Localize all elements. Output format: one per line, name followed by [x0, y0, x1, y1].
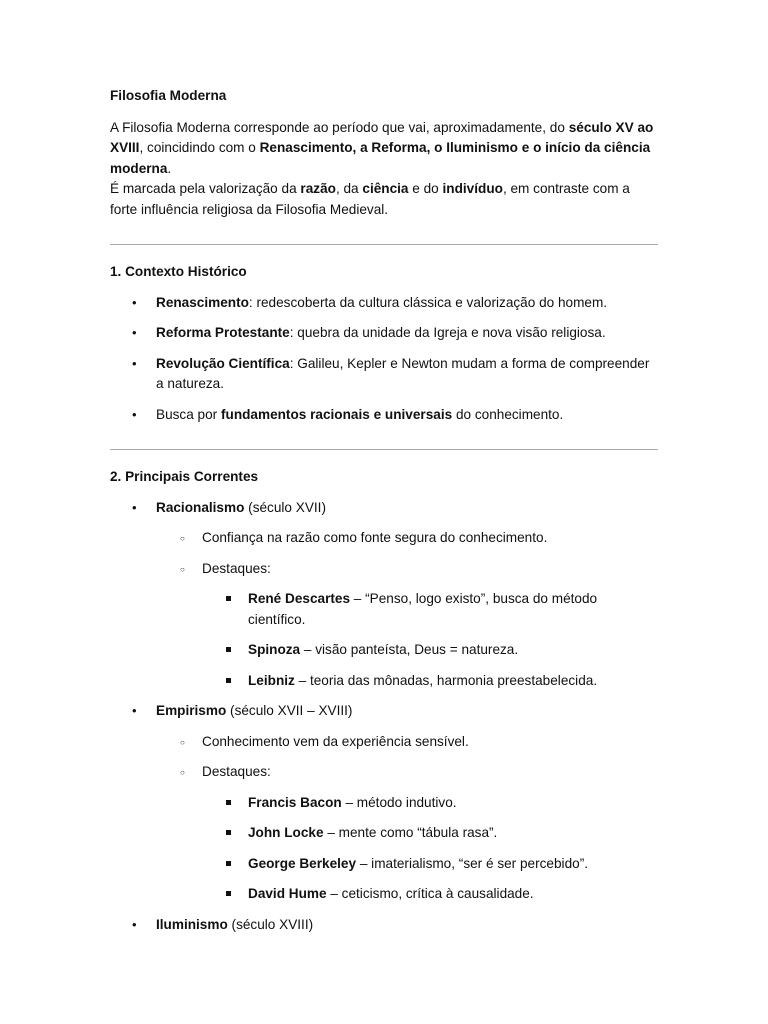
section-heading-currents: 2. Principais Correntes [110, 469, 259, 484]
intro-bold-individual: indivíduo [442, 181, 503, 196]
list-item [110, 354, 658, 395]
item-text: Conhecimento vem da experiência sensível. [202, 733, 469, 749]
section-heading-context: 1. Contexto Histórico [110, 264, 247, 279]
person-desc: – imaterialismo, “ser é ser percebido”. [356, 855, 588, 871]
intro-bold-science: ciência [362, 181, 409, 196]
list-item [202, 854, 658, 875]
person-desc: – teoria das mônadas, harmonia preestabelecida. [294, 672, 598, 688]
current-name: Empirismo [156, 703, 227, 718]
item-text: : Galileu, Kepler e Newton mudam a forma de compreender a natureza. [156, 355, 650, 391]
person-name: René Descartes [248, 591, 351, 606]
currents-list [110, 498, 658, 936]
intro-text: , em contraste com a forte influência religiosa da Filosofia Medieval. [110, 181, 630, 217]
intro-paragraph-2 [110, 179, 658, 220]
people-list [202, 589, 658, 691]
list-item [110, 405, 658, 426]
person-desc: – ceticismo, crítica à causalidade. [326, 886, 534, 901]
list-item-empirismo [110, 701, 658, 905]
person-name: John Locke [248, 825, 324, 840]
intro-bold-period: século XV ao XVIII [110, 119, 654, 155]
person-name: Spinoza [248, 642, 301, 657]
person-name: Francis Bacon [248, 794, 342, 810]
item-text: : quebra da unidade da Igreja e nova visão religiosa. [289, 325, 606, 340]
list-item [202, 884, 658, 905]
intro-text: . [167, 160, 172, 176]
section-divider [110, 449, 658, 450]
list-item-racionalismo [110, 498, 658, 692]
item-bold-term: Revolução Científica [156, 355, 290, 371]
list-item [202, 823, 658, 844]
item-text: do conhecimento. [452, 406, 564, 422]
intro-text: , coincidindo com o [139, 140, 260, 155]
document-title: Filosofia Moderna [110, 88, 227, 103]
current-name: Iluminismo [156, 916, 228, 932]
list-item [202, 589, 658, 630]
person-desc: – método indutivo. [341, 794, 457, 810]
intro-text: A Filosofia Moderna corresponde ao período que vai, aproximadamente, do [110, 119, 569, 135]
list-item [202, 671, 658, 692]
item-bold-term: fundamentos racionais e universais [220, 406, 453, 422]
item-text: Busca por [156, 406, 221, 422]
sublist [156, 732, 658, 905]
current-period: (século XVII) [244, 499, 326, 515]
person-desc: – “Penso, logo existo”, busca do método científico. [248, 591, 598, 627]
intro-text: , da [335, 181, 363, 196]
list-item [110, 323, 658, 344]
list-item-iluminismo [110, 915, 658, 936]
list-item [156, 762, 658, 905]
section-divider [110, 244, 658, 245]
person-name: David Hume [248, 886, 327, 901]
intro-text: É marcada pela valorização da [110, 181, 301, 196]
item-bold-term: Reforma Protestante [156, 325, 290, 340]
intro-text: e do [408, 181, 443, 196]
current-name: Racionalismo [156, 499, 245, 515]
intro-bold-movements: Renascimento, a Reforma, o Iluminismo e o início da ciência moderna [110, 140, 651, 176]
people-list [202, 793, 658, 905]
intro-paragraph [110, 118, 658, 180]
intro-bold-reason: razão [300, 181, 336, 196]
highlights-label: Destaques: [202, 560, 271, 576]
current-period: (século XVII – XVIII) [226, 703, 353, 718]
list-item [156, 528, 658, 549]
list-item [156, 559, 658, 692]
person-name: George Berkeley [248, 855, 357, 871]
item-bold-term: Renascimento [156, 294, 249, 310]
item-text: : redescoberta da cultura clássica e valorização do homem. [248, 294, 608, 310]
person-name: Leibniz [248, 672, 295, 688]
current-period: (século XVIII) [227, 916, 314, 932]
list-item [110, 293, 658, 314]
item-text: Confiança na razão como fonte segura do conhecimento. [202, 530, 548, 545]
context-list [110, 293, 658, 426]
sublist [156, 528, 658, 691]
list-item [202, 640, 658, 661]
list-item [156, 732, 658, 753]
list-item [202, 793, 658, 814]
person-desc: – mente como “tábula rasa”. [323, 825, 498, 840]
person-desc: – visão panteísta, Deus = natureza. [300, 642, 519, 657]
highlights-label: Destaques: [202, 764, 271, 779]
